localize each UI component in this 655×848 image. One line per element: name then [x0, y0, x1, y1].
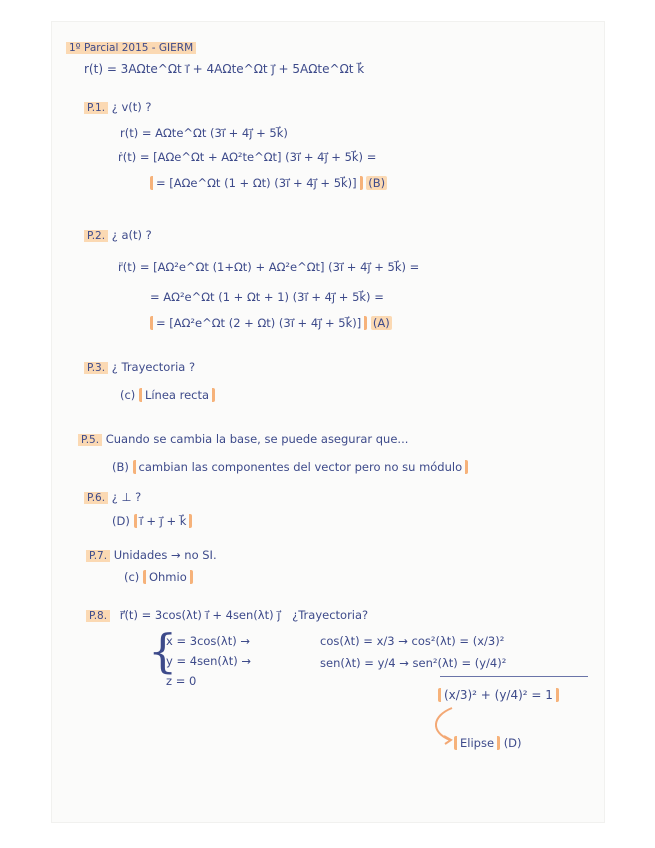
p5-answer-text: cambian las componentes del vector pero no su módulo: [133, 460, 469, 474]
p5-label: P.5.: [78, 434, 102, 446]
p3-label: P.3.: [84, 362, 108, 374]
p7-answer-letter: (c): [124, 570, 140, 584]
p8-given: r⃗(t) = 3cos(λt) i⃗ + 4sen(λt) j⃗: [119, 608, 281, 622]
p3-header: [84, 360, 195, 375]
p2-header: [84, 228, 152, 243]
given-position-vector: r(t) = 3AΩte^Ωt i⃗ + 4AΩte^Ωt j⃗ + 5AΩte^Ωt k⃗: [84, 62, 365, 76]
p1-line-2: ṙ(t) = [AΩe^Ωt + AΩ²te^Ωt] (3i⃗ + 4j⃗ + 5k⃗) =: [118, 150, 377, 164]
p1-line-3: [150, 176, 387, 190]
p8-header: [86, 608, 368, 623]
p8-answer-line: [454, 736, 522, 750]
p1-question: ¿ v(t) ?: [111, 100, 152, 114]
p8-result-line: [438, 688, 559, 702]
p8-system-x: x = 3cos(λt) →: [166, 634, 250, 648]
p3-answer-text: Línea recta: [139, 388, 215, 402]
p3-answer-line: [120, 388, 215, 402]
p8-sen-relation: sen(λt) = y/4 → sen²(λt) = (y/4)²: [320, 656, 507, 670]
p6-answer-letter: (D): [112, 514, 130, 528]
p7-answer-text: Ohmio: [143, 570, 193, 584]
p8-system-z: z = 0: [166, 674, 197, 688]
page-title: 1º Parcial 2015 - GIERM: [66, 40, 196, 55]
p6-question: ¿ ⊥ ?: [111, 490, 142, 504]
p6-label: P.6.: [84, 492, 108, 504]
p2-line-1: r̈(t) = [AΩ²e^Ωt (1+Ωt) + AΩ²e^Ωt] (3i⃗ + 4j⃗ + 5k⃗) =: [118, 260, 420, 274]
p7-text: Unidades → no SI.: [113, 548, 217, 562]
p7-header: [86, 548, 217, 563]
sum-rule: [440, 676, 588, 677]
p3-answer-letter: (c): [120, 388, 136, 402]
p2-answer: (A): [372, 316, 390, 330]
p5-answer-line: [112, 460, 468, 474]
p3-question: ¿ Trayectoria ?: [111, 360, 196, 374]
p2-result: = [AΩ²e^Ωt (2 + Ωt) (3i⃗ + 4j⃗ + 5k⃗)]: [150, 316, 367, 330]
p5-question: Cuando se cambia la base, se puede asegurar que...: [105, 432, 409, 446]
p7-label: P.7.: [86, 550, 110, 562]
notebook-page: [52, 22, 604, 822]
p8-cos-relation: cos(λt) = x/3 → cos²(λt) = (x/3)²: [320, 634, 505, 648]
p6-answer-text: i⃗ + j⃗ + k⃗: [134, 514, 193, 528]
p1-answer: (B): [368, 176, 386, 190]
p5-answer-letter: (B): [112, 460, 129, 474]
p2-line-3: [150, 316, 392, 330]
p7-answer-line: [124, 570, 193, 584]
p8-system-y: y = 4sen(λt) →: [166, 654, 252, 668]
p6-header: [84, 490, 141, 505]
p2-label: P.2.: [84, 230, 108, 242]
p8-answer-letter: (D): [503, 736, 522, 750]
p2-line-2: = AΩ²e^Ωt (1 + Ωt + 1) (3i⃗ + 4j⃗ + 5k⃗) =: [150, 290, 384, 304]
p1-line-1: r(t) = AΩte^Ωt (3i⃗ + 4j⃗ + 5k⃗): [120, 126, 288, 140]
p8-result: (x/3)² + (y/4)² = 1: [438, 688, 559, 702]
system-brace: {: [148, 624, 178, 678]
p1-label: P.1.: [84, 102, 108, 114]
p8-question: ¿Trayectoria?: [292, 608, 369, 622]
p1-result: = [AΩe^Ωt (1 + Ωt) (3i⃗ + 4j⃗ + 5k⃗)]: [150, 176, 363, 190]
p1-header: [84, 100, 152, 115]
p6-answer-line: [112, 514, 192, 528]
p5-header: [78, 432, 408, 447]
p8-answer-text: Elipse: [454, 736, 500, 750]
p8-label: P.8.: [86, 610, 110, 622]
p2-question: ¿ a(t) ?: [111, 228, 152, 242]
